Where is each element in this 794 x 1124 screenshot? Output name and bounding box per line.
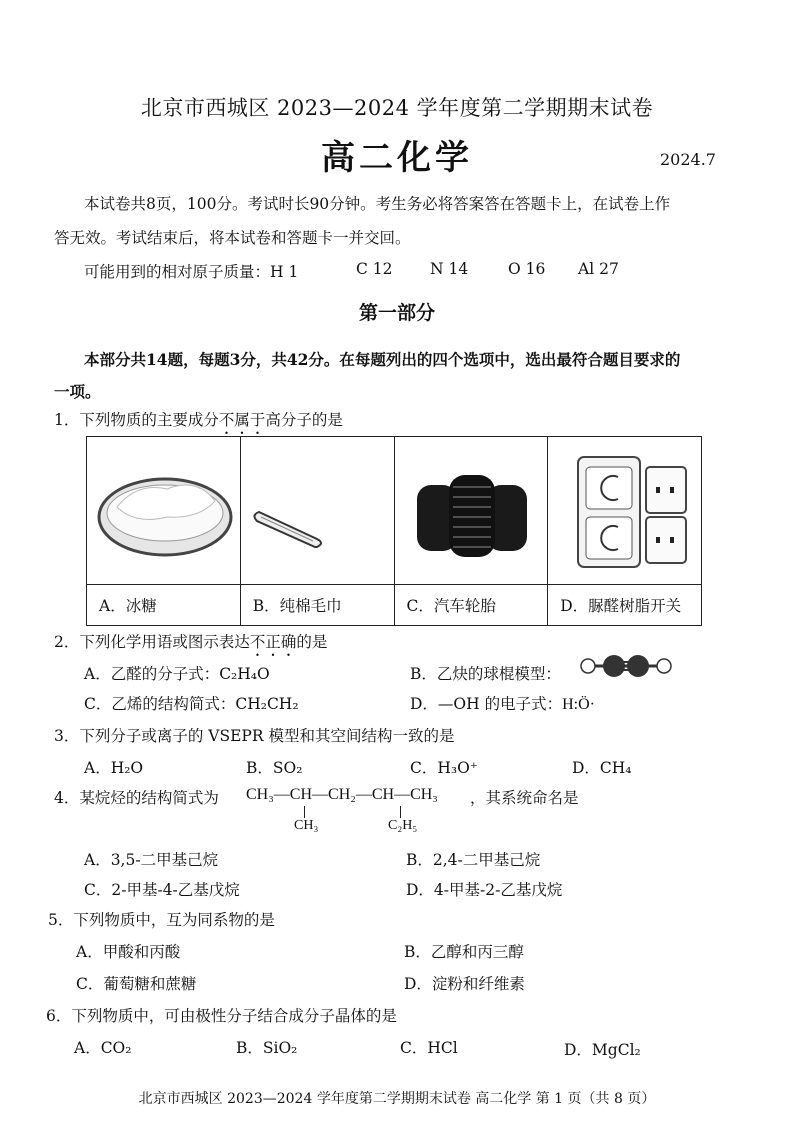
question-2 (54, 630, 327, 660)
car-tire-image (394, 437, 548, 585)
q2-emphasis: 不正确 (249, 633, 297, 651)
q4-branch-ethyl: C₂H₅ (388, 818, 418, 833)
cotton-towel-image (240, 437, 394, 585)
q1-emphasis: 不属于 (218, 411, 266, 429)
switch-image (548, 437, 702, 585)
atomic-mass-c: C 12 (356, 260, 393, 278)
page-footer: 北京市西城区 2023—2024 学年度第二学期期末试卷 高二化学 第 1 页（共 8 页） (138, 1091, 656, 1107)
q5-option-c: C．葡萄糖和蔗糖 (76, 975, 197, 993)
q4-branch-bond-2 (400, 806, 401, 818)
intro-line-1: 本试卷共8页，100分。考试时长90分钟。考生务必将答案答在答题卡上，在试卷上作 (84, 195, 671, 213)
q4-option-a: A．3,5-二甲基己烷 (84, 851, 219, 869)
q4-branch-bond-1 (304, 806, 305, 818)
q1-option-a: A．冰糖 (87, 585, 241, 626)
q3-option-a: A．H₂O (84, 759, 144, 777)
q2-option-b: B．乙炔的球棍模型： (410, 665, 561, 683)
q2-text-post: 的是 (296, 633, 328, 651)
q1-option-b: B．纯棉毛巾 (240, 585, 394, 626)
q4-option-c: C．2-甲基-4-乙基戊烷 (84, 881, 240, 899)
question-1 (54, 408, 343, 438)
section-title: 第一部分 (358, 302, 435, 324)
section-instruction-2: 一项。 (54, 382, 101, 401)
section-instruction-1: 本部分共14题，每题3分，共42分。在每题列出的四个选项中，选出最符合题目要求的 (84, 350, 681, 369)
q1-text-post: 高分子的是 (265, 411, 343, 429)
q2-option-c: C．乙烯的结构简式：CH₂CH₂ (84, 695, 299, 713)
exam-title: 北京市西城区 2023—2024 学年度第二学期期末试卷 (140, 96, 654, 120)
rock-sugar-image (87, 437, 241, 585)
q1-image-table (86, 436, 702, 626)
atomic-mass-o: O 16 (508, 260, 546, 278)
q4-option-d: D．4-甲基-2-乙基戊烷 (406, 881, 563, 899)
q2-option-d (410, 692, 595, 714)
q3-option-d: D．CH₄ (572, 759, 632, 777)
hydroxyl-electron-formula: H:Ö· (562, 696, 595, 713)
question-4-post: ，其系统命名是 (470, 789, 579, 807)
q5-option-a: A．甲酸和丙酸 (76, 943, 181, 961)
q3-option-c: C．H₃O⁺ (410, 759, 478, 777)
question-3: 3．下列分子或离子的 VSEPR 模型和其空间结构一致的是 (54, 727, 455, 745)
subject-title: 高二化学 (321, 138, 473, 178)
acetylene-ball-stick-model (578, 652, 674, 680)
q6-option-d: D．MgCl₂ (564, 1041, 641, 1059)
atomic-mass-n: N 14 (430, 260, 469, 278)
q6-option-a: A．CO₂ (74, 1039, 132, 1057)
q4-branch-methyl: CH₃ (294, 818, 319, 833)
q1-option-c: C．汽车轮胎 (394, 585, 548, 626)
q6-option-c: C．HCl (400, 1039, 458, 1057)
atomic-mass-h: 可能用到的相对原子质量：H 1 (84, 263, 299, 281)
question-4-pre: 4．某烷烃的结构简式为 (54, 789, 219, 807)
q4-main-chain: CH₃—CH—CH₂—CH—CH₃ (246, 786, 438, 803)
intro-line-2: 答无效。考试结束后，将本试卷和答题卡一并交回。 (54, 229, 411, 247)
q5-option-d: D．淀粉和纤维素 (404, 975, 525, 993)
question-6: 6．下列物质中，可由极性分子结合成分子晶体的是 (46, 1007, 397, 1025)
exam-date: 2024.7 (660, 150, 716, 169)
q2-option-d-text: D．—OH 的电子式： (410, 695, 563, 713)
q2-text-pre: 2．下列化学用语或图示表达 (54, 633, 250, 651)
q2-option-a: A．乙醛的分子式：C₂H₄O (84, 665, 270, 683)
question-5: 5．下列物质中，互为同系物的是 (48, 911, 275, 929)
q4-option-b: B．2,4-二甲基己烷 (406, 851, 541, 869)
q5-option-b: B．乙醇和丙三醇 (404, 943, 524, 961)
q3-option-b: B．SO₂ (246, 759, 303, 777)
atomic-mass-al: Al 27 (578, 260, 619, 278)
q6-option-b: B．SiO₂ (236, 1039, 298, 1057)
q1-text-pre: 1．下列物质的主要成分 (54, 411, 219, 429)
q1-option-d: D．脲醛树脂开关 (548, 585, 702, 626)
